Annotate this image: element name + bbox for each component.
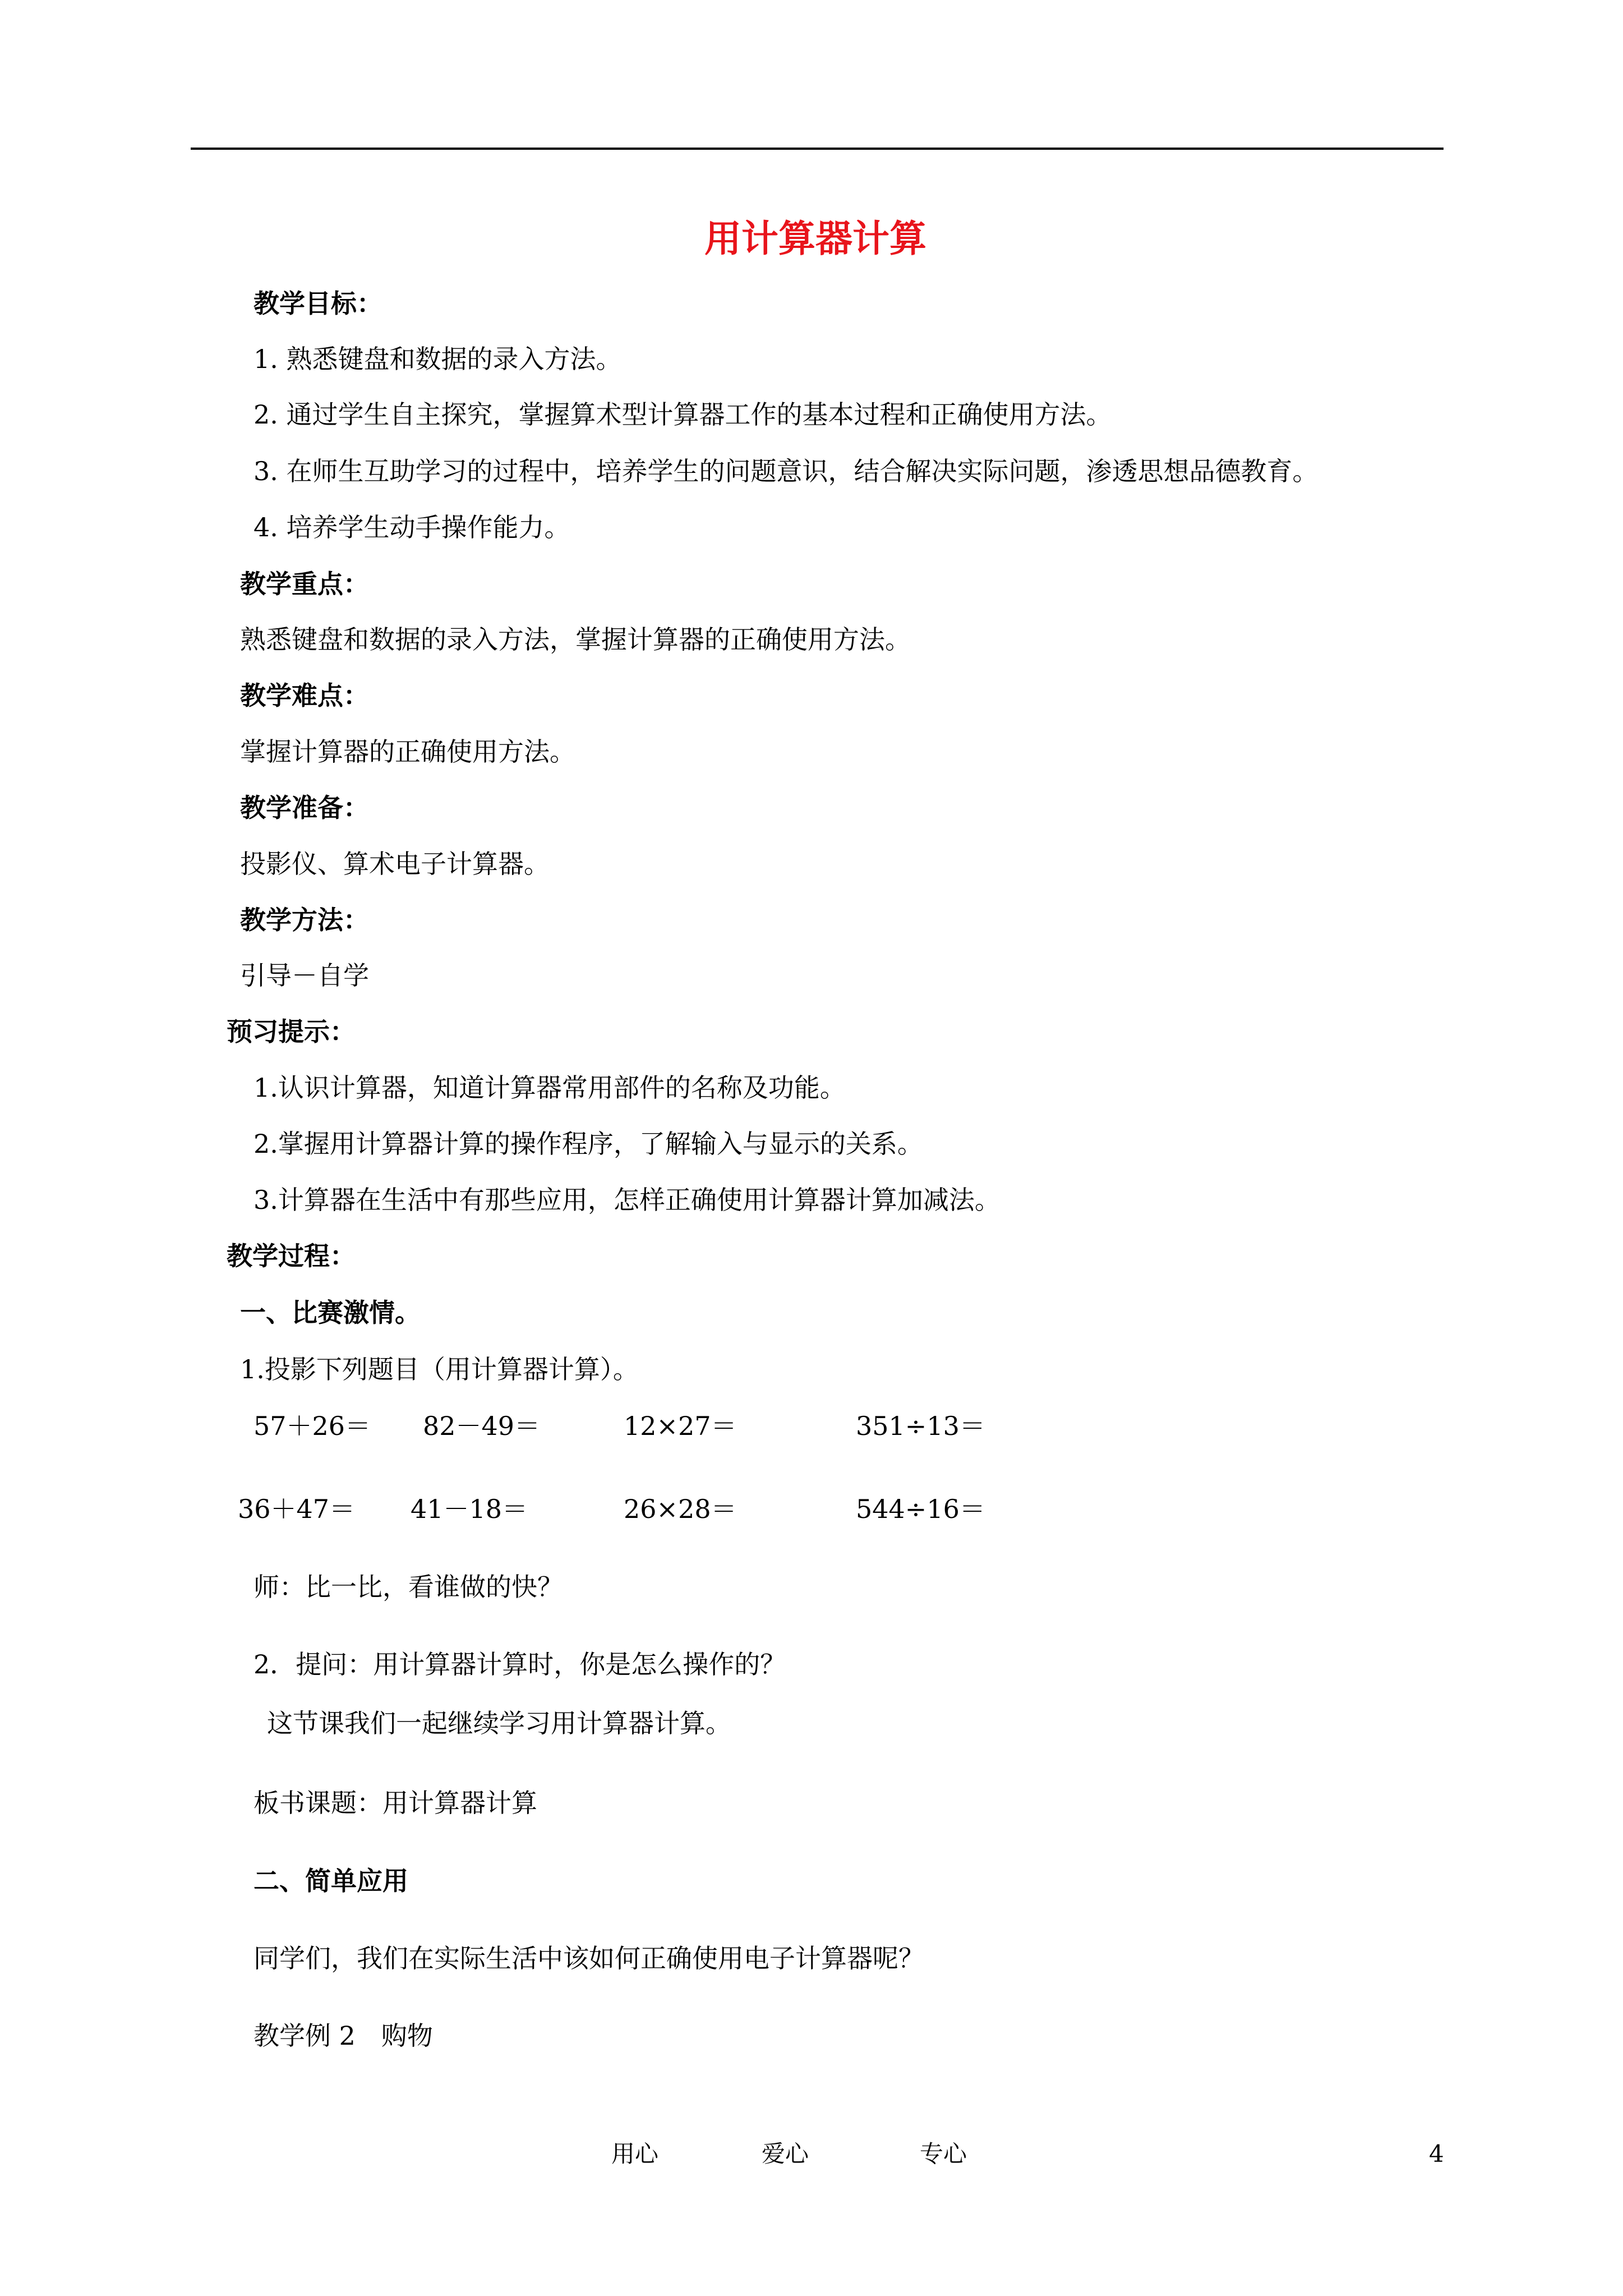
problem: 26×28＝ [624,1494,737,1524]
goal-item: 1. 熟悉键盘和数据的录入方法。 [253,344,622,374]
problem: 57＋26＝ [253,1411,371,1441]
problem: 41－18＝ [411,1494,528,1524]
problem: 82－49＝ [423,1411,541,1441]
key-points-text: 熟悉键盘和数据的录入方法，掌握计算器的正确使用方法。 [240,624,911,655]
lesson-line: 这节课我们一起继续学习用计算器计算。 [267,1708,731,1738]
part1-intro: 1.投影下列题目（用计算器计算）。 [240,1354,639,1384]
question-line: 2．提问：用计算器计算时，你是怎么操作的？ [253,1649,786,1680]
part2-question: 同学们，我们在实际生活中该如何正确使用电子计算器呢？ [253,1943,924,1973]
preview-item: 1.认识计算器，知道计算器常用部件的名称及功能。 [253,1073,846,1103]
difficulties-text: 掌握计算器的正确使用方法。 [240,737,575,767]
preparation-text: 投影仪、算术电子计算器。 [240,849,550,879]
preview-item: 2.掌握用计算器计算的操作程序，了解输入与显示的关系。 [253,1129,923,1159]
method-text: 引导－自学 [240,960,369,991]
footer-word: 用心 [611,2140,659,2168]
part2-heading: 二、简单应用 [253,1866,408,1896]
goal-item: 3. 在师生互助学习的过程中，培养学生的问题意识，结合解决实际问题，渗透思想品德教育。 [253,456,1318,486]
page-number: 4 [1429,2140,1444,2168]
problem: 36＋47＝ [238,1494,356,1524]
preview-heading: 预习提示： [227,1016,356,1047]
footer-word: 专心 [920,2140,967,2168]
board-line: 板书课题：用计算器计算 [253,1788,537,1818]
key-points-heading: 教学重点： [240,569,369,599]
difficulties-heading: 教学难点： [240,680,369,711]
footer-word: 爱心 [762,2140,809,2168]
part1-heading: 一、比赛激情。 [240,1297,421,1328]
goal-item: 4. 培养学生动手操作能力。 [253,512,570,542]
problem: 12×27＝ [624,1411,737,1441]
header-rule [191,148,1444,150]
preparation-heading: 教学准备： [240,793,369,823]
process-heading: 教学过程： [227,1241,356,1271]
problem: 544÷16＝ [856,1494,985,1524]
goals-heading: 教学目标： [253,288,382,319]
problem: 351÷13＝ [856,1411,985,1441]
preview-item: 3.计算器在生活中有那些应用，怎样正确使用计算器计算加减法。 [253,1185,1000,1215]
goal-item: 2. 通过学生自主探究，掌握算术型计算器工作的基本过程和正确使用方法。 [253,399,1112,430]
teacher-line: 师：比一比，看谁做的快？ [253,1572,563,1602]
method-heading: 教学方法： [240,905,369,935]
document-title: 用计算器计算 [704,217,926,260]
example-line: 教学例 2 购物 [253,2021,433,2051]
